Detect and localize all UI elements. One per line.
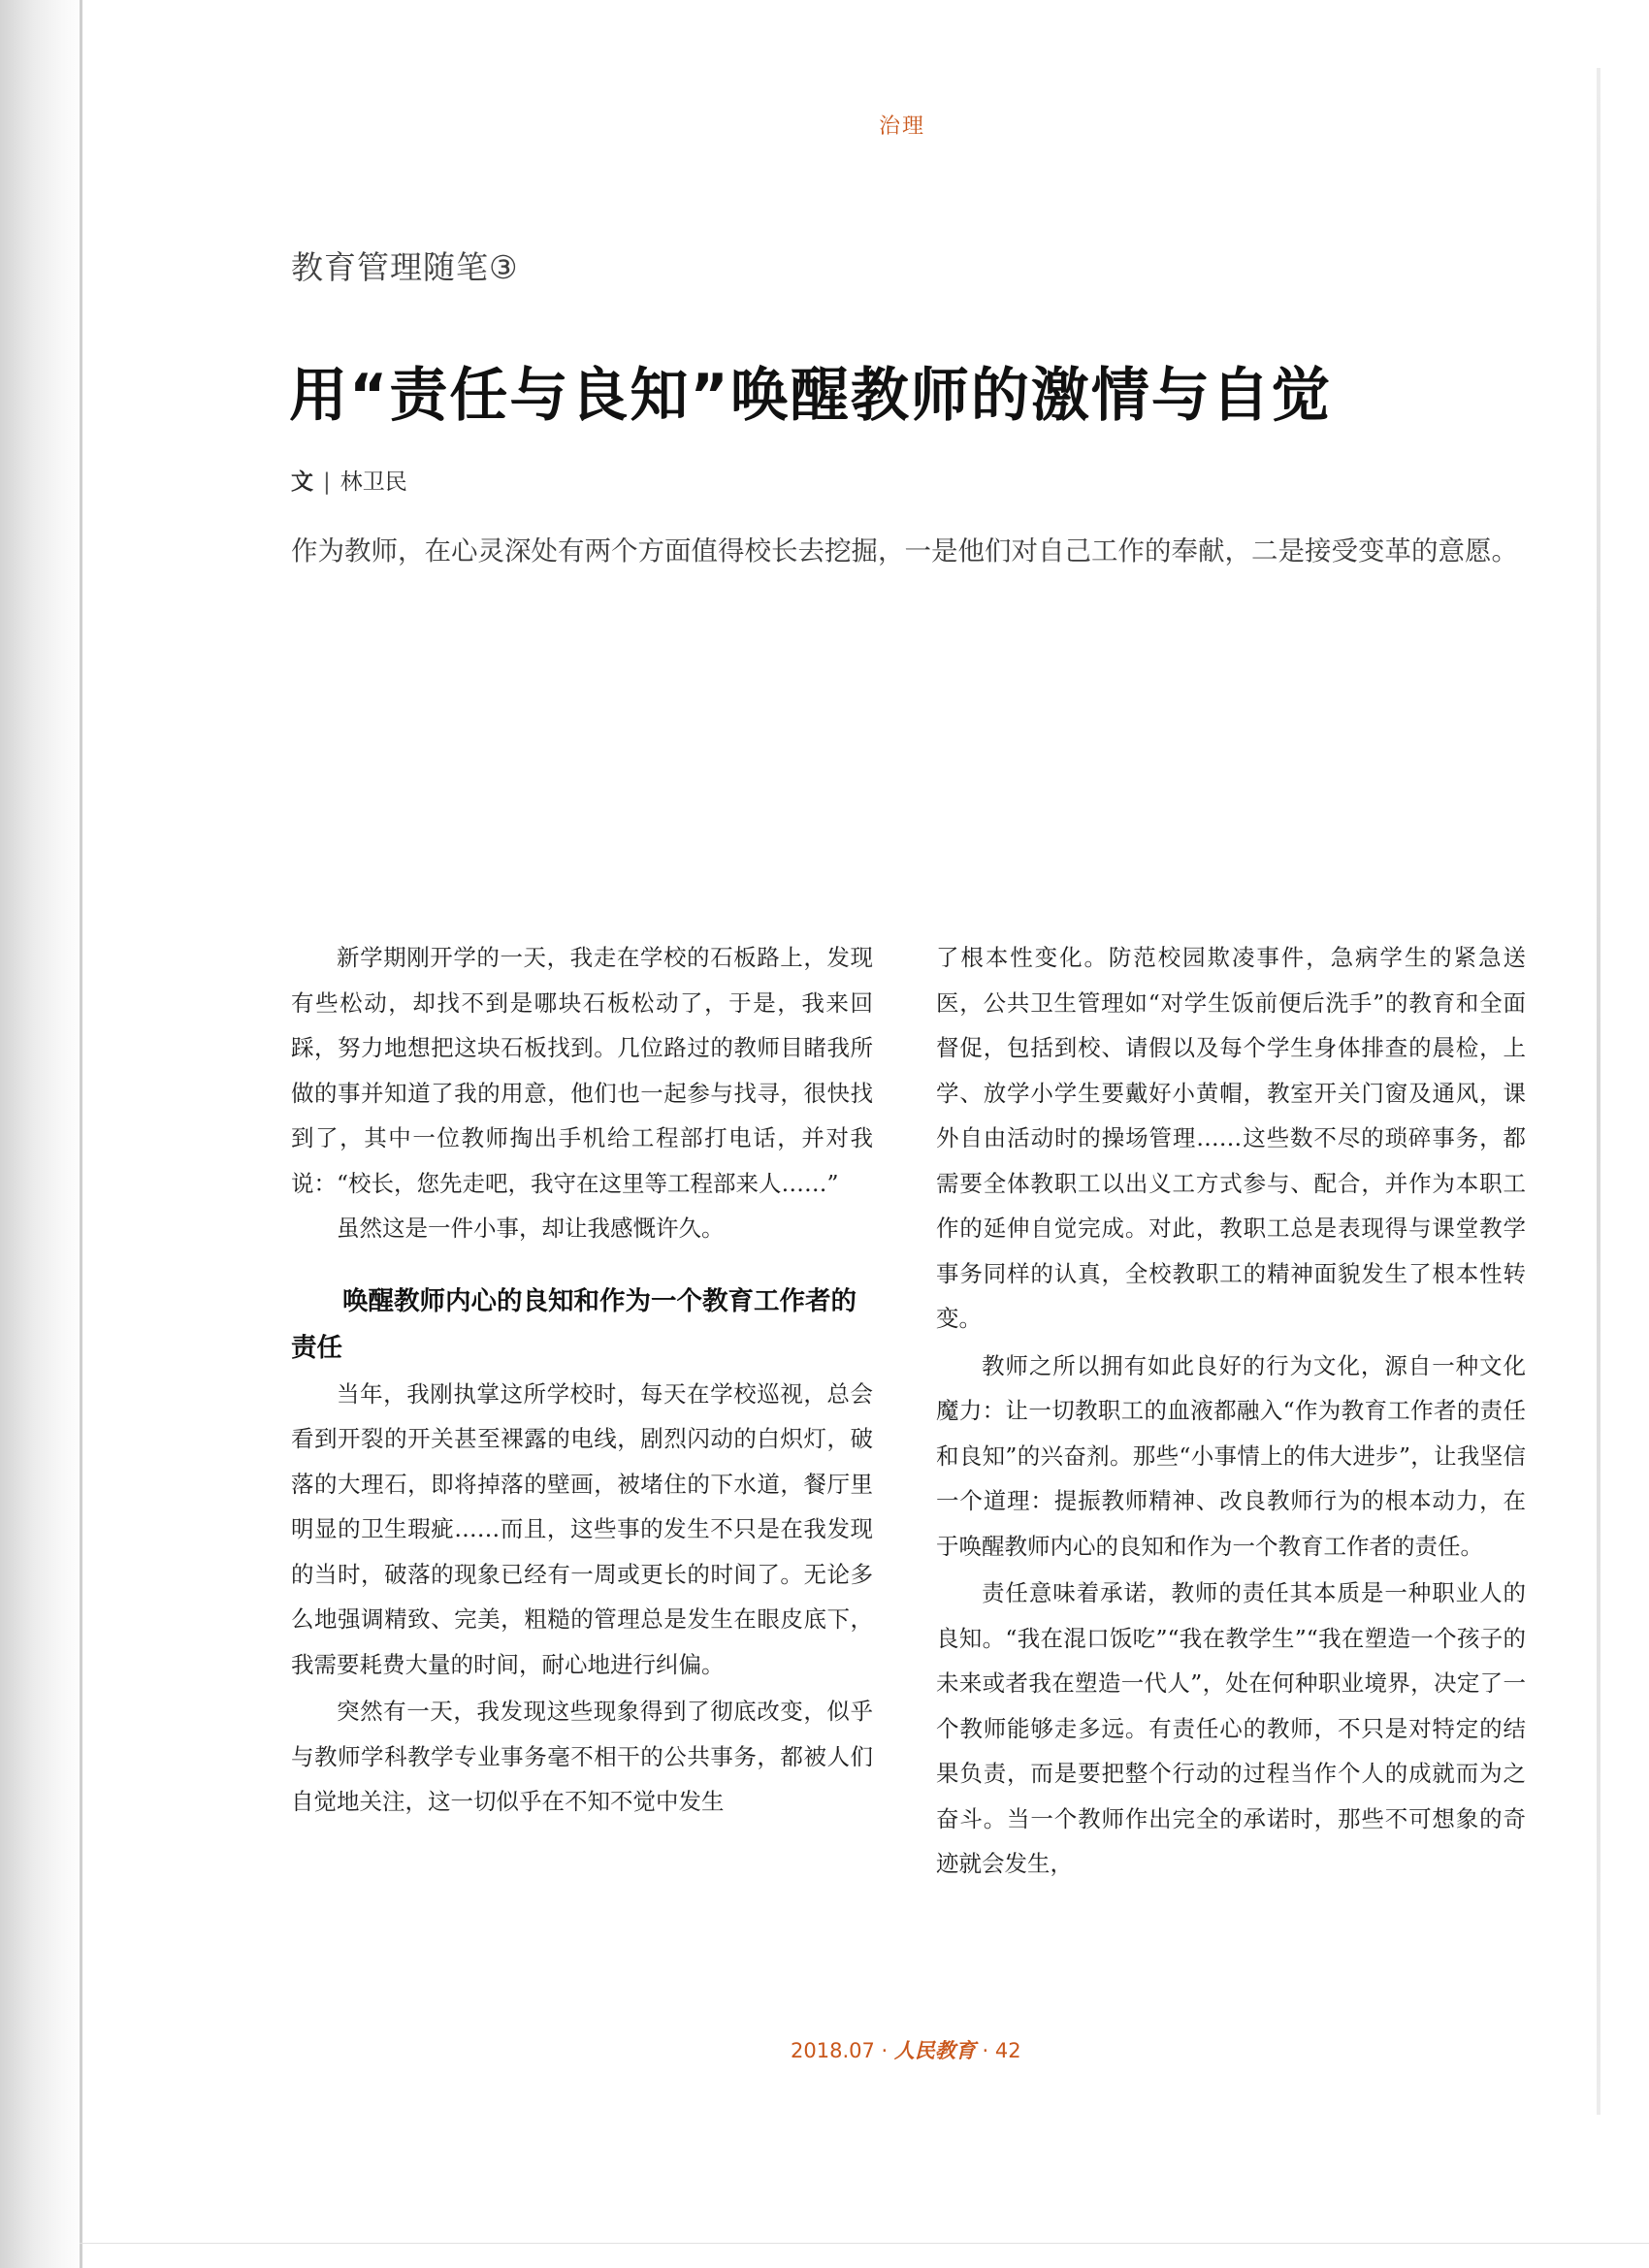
section-label: 治理 [878,114,925,139]
lead-paragraph: 作为教师，在心灵深处有两个方面值得校长去挖掘，一是他们对自己工作的奉献，二是接受变革的意愿。 [291,535,1518,567]
series-title: 教育管理随笔③ [291,248,519,286]
footer-separator: · [874,2039,894,2062]
article-title: 用“责任与良知”唤醒教师的激情与自觉 [289,362,1332,430]
page-footer [582,2035,1261,2064]
right-column [936,935,1526,1887]
scan-bottom-edge [80,2243,1649,2244]
footer-separator: · [975,2039,995,2062]
page-edge-left [80,0,82,2268]
paragraph: 突然有一天，我发现这些现象得到了彻底改变，似乎与教师学科教学专业事务毫不相干的公共事务，都被人们自觉地关注，这一切似乎在不知不觉中发生 [291,1698,873,1815]
paragraph: 新学期刚开学的一天，我走在学校的石板路上，发现有些松动，却找不到是哪块石板松动了，于是，我来回踩，努力地想把这块石板找到。几位路过的教师目睹我所做的事并知道了我的用意，他们也一起参与找寻，很快找到了，其中一位教师掏出手机给工程部打电话，并对我说：“校长，您先走吧，我守在这里等工程部来人……” [291,944,873,1197]
paragraph: 当年，我刚执掌这所学校时，每天在学校巡视，总会看到开裂的开关甚至裸露的电线，剧烈闪动的白炽灯，破落的大理石，即将掉落的壁画，被堵住的下水道，餐厅里明显的卫生瑕疵……而且，这些事的发生不只是在我发现的当时，破落的现象已经有一周或更长的时间了。无论多么地强调精致、完美，粗糙的管理总是发生在眼皮底下，我需要耗费大量的时间，耐心地进行纠偏。 [291,1379,873,1678]
page-number: 42 [994,2039,1021,2062]
section-heading: 唤醒教师内心的良知和作为一个教育工作者的责任 [291,1285,857,1363]
left-column [291,935,873,1825]
paragraph: 了根本性变化。防范校园欺凌事件，急病学生的紧急送医，公共卫生管理如“对学生饭前便后洗手”的教育和全面督促，包括到校、请假以及每个学生身体排查的晨检，上学、放学小学生要戴好小黄帽，教室开关门窗及通风，课外自由活动时的操场管理……这些数不尽的琐碎事务，都需要全体教职工以出义工方式参与、配合，并作为本职工作的延伸自觉完成。对此，教职工总是表现得与课堂教学事务同样的认真，全校教职工的精神面貌发生了根本性转变。 [936,944,1526,1332]
paragraph: 教师之所以拥有如此良好的行为文化，源自一种文化魔力：让一切教职工的血液都融入“作为教育工作者的责任和良知”的兴奋剂。那些“小事情上的伟大进步”，让我坚信一个道理：提振教师精神、改良教师行为的根本动力，在于唤醒教师内心的良知和作为一个教育工作者的责任。 [936,1351,1526,1560]
byline-separator: | [323,470,331,495]
paragraph: 虽然这是一件小事，却让我感慨许久。 [337,1215,725,1242]
magazine-name: 人民教育 [893,2038,976,2062]
byline-prefix: 文 [291,470,313,495]
page-fold-shadow [0,0,85,2268]
byline [291,464,407,496]
paragraph: 责任意味着承诺，教师的责任其本质是一种职业人的良知。“我在混口饭吃”“我在教学生”“我在塑造一个孩子的未来或者我在塑造一代人”，处在何种职业境界，决定了一个教师能够走多远。有责任心的教师，不只是对特定的结果负责，而是要把整个行动的过程当作个人的成就而为之奋斗。当一个教师作出完全的承诺时，那些不可想象的奇迹就会发生， [936,1579,1526,1877]
author-name: 林卫民 [340,470,407,495]
issue-date: 2018.07 [791,2039,875,2062]
page-edge-right [1597,68,1600,2115]
